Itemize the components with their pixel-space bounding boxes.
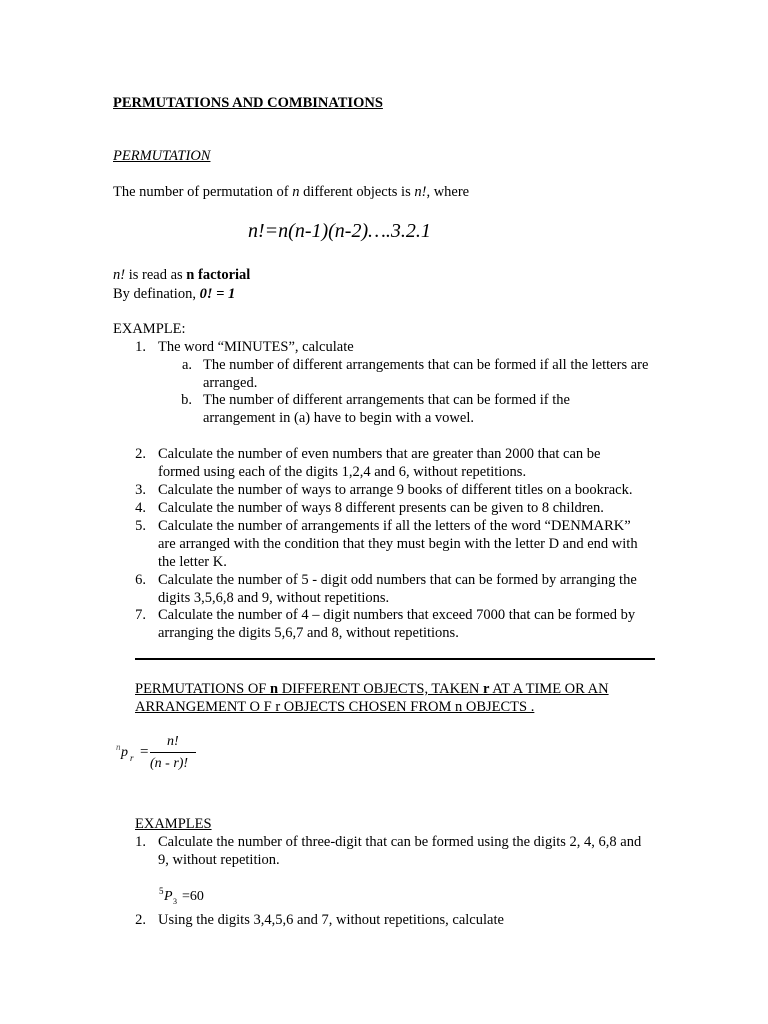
list-item-number: 1. [135, 339, 146, 355]
list-item-text: Calculate the number of ways to arrange 9 books of different titles on a bookrack. [158, 482, 633, 498]
formula-superscript: n [116, 742, 121, 752]
read-as-term: n factorial [186, 267, 251, 283]
list-item-number: 4. [135, 500, 146, 516]
answer-value: =60 [182, 889, 204, 904]
section-heading-npr-line1 [135, 680, 609, 698]
list-item-text: Calculate the number of 5 - digit odd numbers that can be formed by arranging the digits 3,5,6,8 and 9, without repetitions. [158, 572, 637, 606]
heading-variable-n: n [270, 681, 279, 697]
fraction-bar [150, 752, 196, 753]
document-title: PERMUTATIONS AND COMBINATIONS [113, 95, 383, 111]
intro-sentence [113, 183, 469, 201]
section-heading-npr-line2: ARRANGEMENT O F r OBJECTS CHOSEN FROM n OBJECTS . [135, 699, 535, 715]
sub-item-text: The number of different arrangements that can be formed if all the letters are arranged. [203, 357, 649, 391]
definition-value: 0! = 1 [199, 286, 236, 302]
list-item-text: Calculate the number of 4 – digit numbers that exceed 7000 that can be formed by arranging the digits 5,6,7 and 8, without repetitions. [158, 607, 636, 641]
intro-n-factorial: n! [414, 184, 427, 200]
intro-text: , where [426, 184, 470, 200]
sub-item-text: The number of different arrangements that can be formed if the arrangement in (a) have to begin with a vowel. [203, 392, 570, 426]
sub-item-letter: b. [181, 392, 192, 408]
list-item-number: 2. [135, 912, 146, 928]
read-as-symbol: n! [113, 267, 126, 283]
list-item-text: Calculate the number of ways 8 different presents can be given to 8 children. [158, 500, 604, 516]
sub-item-letter: a. [181, 357, 192, 373]
section-heading-permutation: PERMUTATION [113, 148, 211, 164]
horizontal-rule [135, 658, 655, 660]
answer-p: P [164, 889, 173, 904]
list-item-number: 5. [135, 518, 146, 534]
intro-text: different objects is [299, 184, 415, 200]
list-item-number: 7. [135, 607, 146, 623]
list-item-text: Calculate the number of even numbers that are greater than 2000 that can be formed using each of the digits 1,2,4 and 6, without repetitions. [158, 446, 601, 480]
list-item-number: 6. [135, 572, 146, 588]
list-item-number: 2. [135, 446, 146, 462]
definition-text: By defination, [113, 286, 200, 302]
example-label: EXAMPLE: [113, 321, 186, 337]
list-item-text: Using the digits 3,4,5,6 and 7, without repetitions, calculate [158, 912, 504, 928]
list-item-number: 1. [135, 834, 146, 850]
factorial-formula: n!=n(n-1)(n-2)….3.2.1 [248, 220, 431, 242]
answer-superscript: 5 [159, 886, 164, 896]
section-heading-examples: EXAMPLES [135, 816, 212, 832]
list-item-text: The word “MINUTES”, calculate [158, 339, 354, 355]
read-as-line [113, 266, 250, 284]
list-item-text: Calculate the number of arrangements if all the letters of the word “DENMARK” are arranged with the condition that they must begin with the letter D and end with the letter K. [158, 518, 638, 570]
definition-line [113, 285, 235, 303]
intro-variable-n: n [292, 184, 300, 200]
intro-text: The number of permutation of [113, 184, 293, 200]
heading-text: DIFFERENT OBJECTS, TAKEN [278, 681, 484, 697]
formula-p: p [121, 745, 128, 760]
formula-denominator: (n - r)! [150, 756, 189, 771]
heading-text: AT A TIME OR AN [489, 681, 609, 697]
heading-variable-r: r [483, 681, 490, 697]
read-as-text: is read as [125, 267, 187, 283]
list-item-number: 3. [135, 482, 146, 498]
list-item-text: Calculate the number of three-digit that can be formed using the digits 2, 4, 6,8 and 9, without repetition. [158, 834, 642, 868]
formula-numerator: n! [167, 734, 179, 749]
answer-subscript: 3 [173, 897, 177, 906]
heading-text: PERMUTATIONS OF [135, 681, 270, 697]
formula-equals: = [140, 744, 149, 760]
formula-subscript: r [130, 753, 134, 763]
